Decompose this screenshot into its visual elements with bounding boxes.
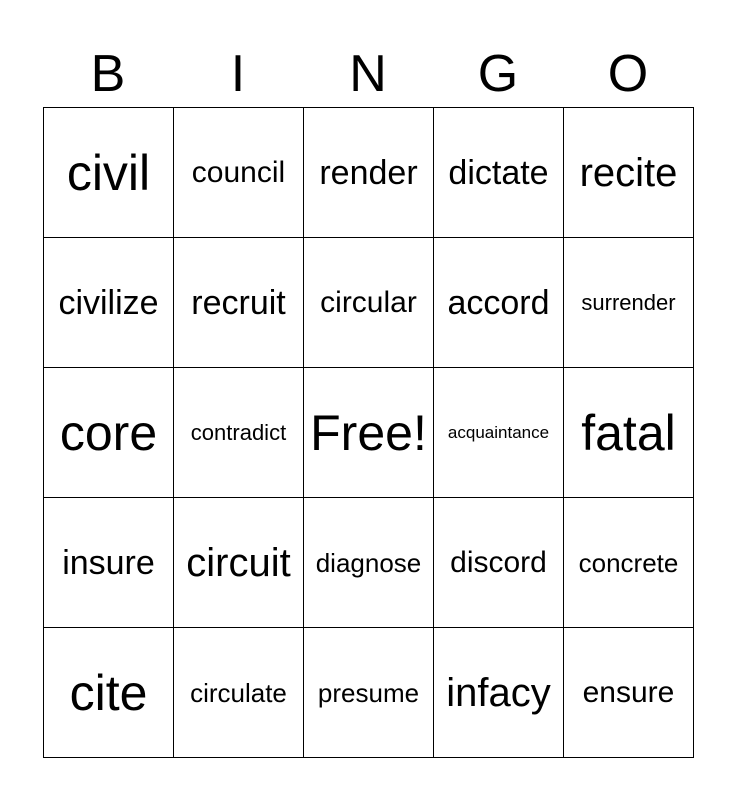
free-space: Free! [304,368,434,498]
bingo-cell: insure [44,498,174,628]
bingo-cell: acquaintance [434,368,564,498]
header-letter-g: G [477,45,519,103]
bingo-cell: civil [44,108,174,238]
bingo-cell: council [174,108,304,238]
bingo-cell: recite [564,108,694,238]
header-letter-b: B [90,45,126,103]
bingo-cell: recruit [174,238,304,368]
bingo-cell: ensure [564,628,694,758]
header-letter-n: N [349,45,387,103]
bingo-cell: accord [434,238,564,368]
bingo-cell: fatal [564,368,694,498]
header-letter-o: O [607,45,649,103]
bingo-cell: discord [434,498,564,628]
header-letter-i: I [230,45,246,103]
bingo-cell: core [44,368,174,498]
bingo-cell: civilize [44,238,174,368]
bingo-cell: concrete [564,498,694,628]
bingo-cell: render [304,108,434,238]
bingo-cell: surrender [564,238,694,368]
bingo-cell: contradict [174,368,304,498]
bingo-cell: circulate [174,628,304,758]
bingo-board [43,107,694,758]
bingo-cell: circuit [174,498,304,628]
bingo-cell: presume [304,628,434,758]
bingo-cell: infacy [434,628,564,758]
bingo-cell: dictate [434,108,564,238]
bingo-cell: circular [304,238,434,368]
bingo-header [43,40,693,108]
bingo-cell: cite [44,628,174,758]
bingo-cell: diagnose [304,498,434,628]
